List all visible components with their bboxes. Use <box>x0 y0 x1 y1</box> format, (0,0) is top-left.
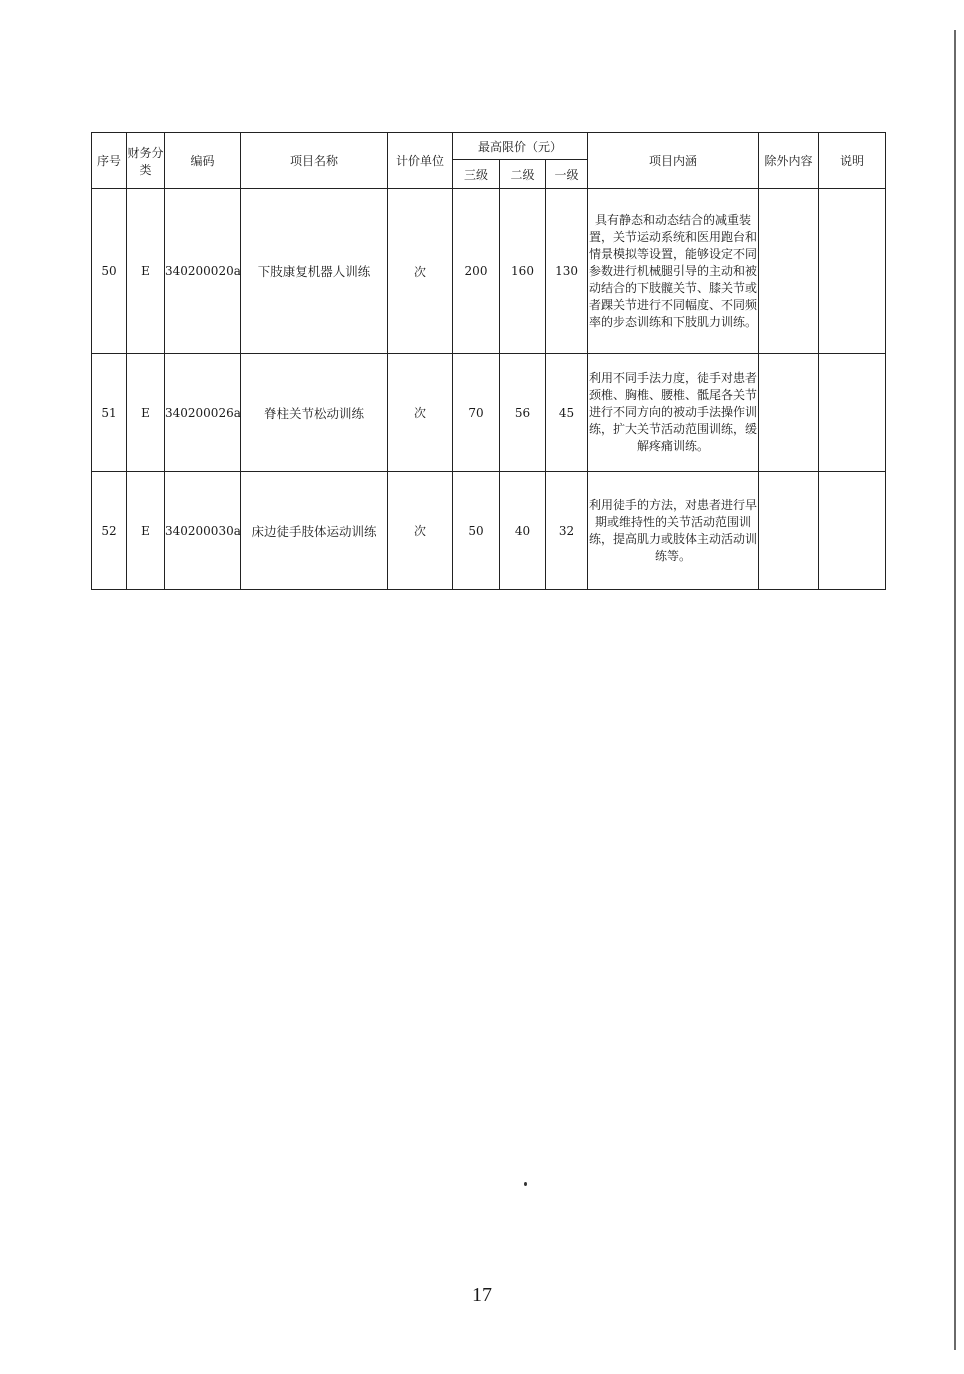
page-number: 17 <box>472 1284 492 1306</box>
header-notes: 说明 <box>819 133 886 189</box>
table-row <box>92 189 886 354</box>
cell-seq: 52 <box>92 472 127 590</box>
header-exclusions: 除外内容 <box>759 133 819 189</box>
scan-edge-line <box>954 30 956 1350</box>
cell-code: 340200026a <box>165 354 241 472</box>
header-code: 编码 <box>165 133 241 189</box>
cell-content: 利用徒手的方法，对患者进行早期或维持性的关节活动范围训练，提高肌力或肢体主动活动训练等。 <box>588 472 759 590</box>
cell-level3-price: 70 <box>453 354 500 472</box>
cell-notes <box>819 189 886 354</box>
cell-level2-price: 56 <box>500 354 546 472</box>
header-unit: 计价单位 <box>388 133 453 189</box>
table-row <box>92 354 886 472</box>
cell-category: E <box>127 189 165 354</box>
cell-notes <box>819 472 886 590</box>
cell-item-name: 下肢康复机器人训练 <box>241 189 388 354</box>
scan-speck <box>524 1182 527 1186</box>
cell-exclusions <box>759 189 819 354</box>
header-level2: 二级 <box>500 160 546 189</box>
header-seq: 序号 <box>92 133 127 189</box>
cell-seq: 51 <box>92 354 127 472</box>
cell-level3-price: 50 <box>453 472 500 590</box>
cell-level2-price: 40 <box>500 472 546 590</box>
header-finance-category: 财务分类 <box>127 133 165 189</box>
cell-level2-price: 160 <box>500 189 546 354</box>
cell-level1-price: 32 <box>546 472 588 590</box>
header-content: 项目内涵 <box>588 133 759 189</box>
cell-item-name: 脊柱关节松动训练 <box>241 354 388 472</box>
cell-level3-price: 200 <box>453 189 500 354</box>
table-row <box>92 472 886 590</box>
header-level3: 三级 <box>453 160 500 189</box>
cell-unit: 次 <box>388 472 453 590</box>
header-item-name: 项目名称 <box>241 133 388 189</box>
cell-code: 340200030a <box>165 472 241 590</box>
cell-content: 利用不同手法力度，徒手对患者颈椎、胸椎、腰椎、骶尾各关节进行不同方向的被动手法操作训练，扩大关节活动范围训练，缓解疼痛训练。 <box>588 354 759 472</box>
cell-unit: 次 <box>388 354 453 472</box>
cell-content: 具有静态和动态结合的减重装置，关节运动系统和医用跑台和情景模拟等设置，能够设定不同参数进行机械腿引导的主动和被动结合的下肢髋关节、膝关节或者踝关节进行不同幅度、不同频率的步态训练和下肢肌力训练。 <box>588 189 759 354</box>
header-row-top <box>92 133 886 160</box>
cell-notes <box>819 354 886 472</box>
cell-exclusions <box>759 472 819 590</box>
price-table <box>91 132 886 590</box>
cell-unit: 次 <box>388 189 453 354</box>
cell-level1-price: 130 <box>546 189 588 354</box>
cell-category: E <box>127 354 165 472</box>
cell-category: E <box>127 472 165 590</box>
cell-exclusions <box>759 354 819 472</box>
header-level1: 一级 <box>546 160 588 189</box>
cell-code: 340200020a <box>165 189 241 354</box>
header-max-price: 最高限价（元） <box>453 133 588 160</box>
cell-level1-price: 45 <box>546 354 588 472</box>
cell-item-name: 床边徒手肢体运动训练 <box>241 472 388 590</box>
cell-seq: 50 <box>92 189 127 354</box>
